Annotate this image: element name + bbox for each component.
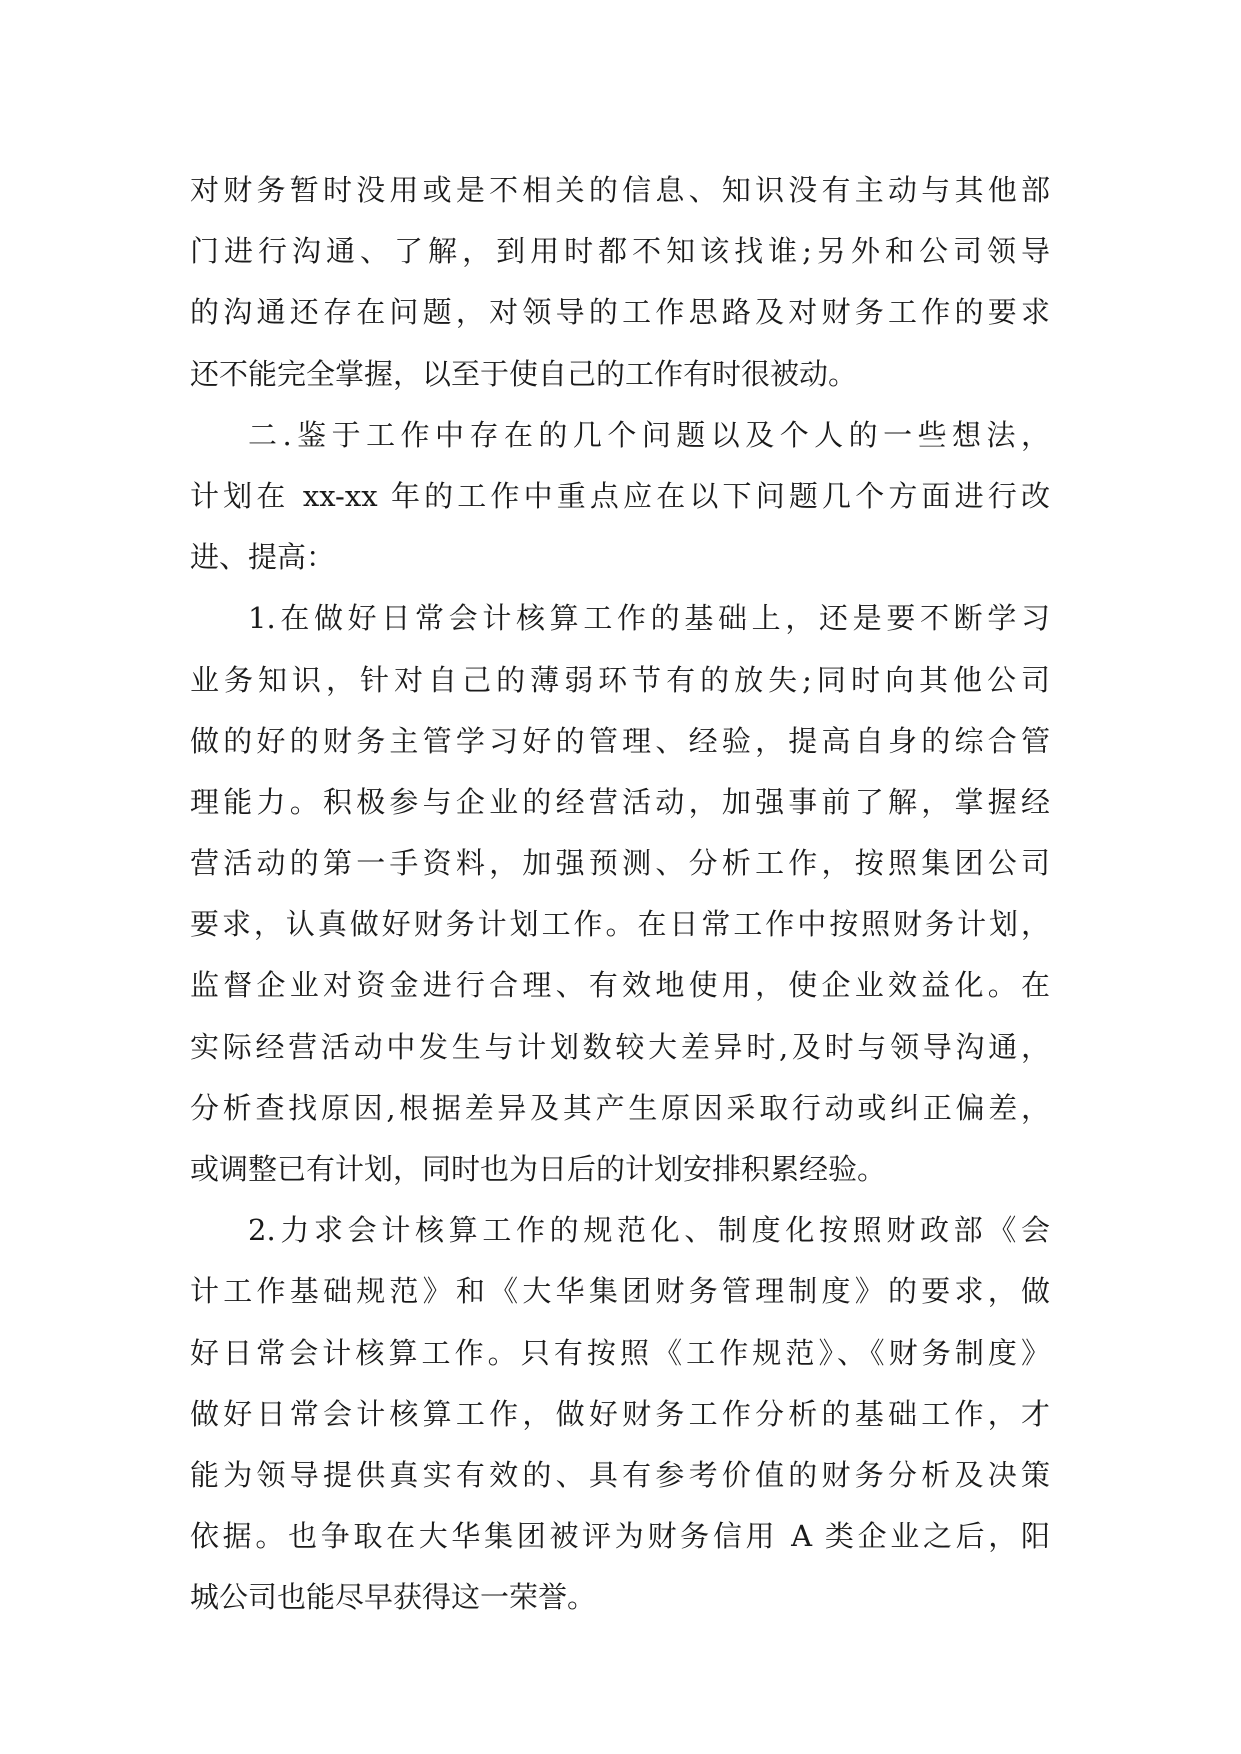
text-line: 分析查找原因,根据差异及其产生原因采取行动或纠正偏差， (190, 1090, 1050, 1125)
text-line: 计工作基础规范》和《大华集团财务管理制度》的要求，做 (190, 1274, 1050, 1309)
text-line: 要求，认真做好财务计划工作。在日常工作中按照财务计划， (190, 907, 1050, 942)
text-line: 的沟通还存在问题，对领导的工作思路及对财务工作的要求 (190, 295, 1050, 330)
text-line: 实际经营活动中发生与计划数较大差异时,及时与领导沟通， (190, 1029, 1050, 1064)
text-line: 理能力。积极参与企业的经营活动，加强事前了解，掌握经 (190, 784, 1050, 819)
text-line: 门进行沟通、了解，到用时都不知该找谁;另外和公司领导 (190, 234, 1050, 269)
text-line: 监督企业对资金进行合理、有效地使用，使企业效益化。在 (190, 968, 1050, 1003)
text-line: 还不能完全掌握，以至于使自己的工作有时很被动。 (190, 356, 858, 391)
text-line: 营活动的第一手资料，加强预测、分析工作，按照集团公司 (190, 846, 1050, 881)
text-line: 2.力求会计核算工作的规范化、制度化按照财政部《会 (248, 1213, 1050, 1248)
text-line: 或调整已有计划，同时也为日后的计划安排积累经验。 (190, 1152, 887, 1186)
text-line: 业务知识，针对自己的薄弱环节有的放失;同时向其他公司 (190, 662, 1050, 697)
text-line: 进、提高： (190, 540, 336, 575)
text-line: 城公司也能尽早获得这一荣誉。 (190, 1580, 597, 1615)
text-line: 计划在 xx-xx 年的工作中重点应在以下问题几个方面进行改 (190, 478, 1050, 513)
text-line: 做的好的财务主管学习好的管理、经验，提高自身的综合管 (190, 723, 1050, 758)
document-body (190, 160, 1050, 1629)
text-line: 对财务暂时没用或是不相关的信息、知识没有主动与其他部 (190, 173, 1050, 207)
text-line: 1.在做好日常会计核算工作的基础上，还是要不断学习 (248, 601, 1050, 636)
text-line: 二.鉴于工作中存在的几个问题以及个人的一些想法， (248, 417, 1050, 452)
text-line: 依据。也争取在大华集团被评为财务信用 A 类企业之后，阳 (190, 1519, 1050, 1554)
text-line: 做好日常会计核算工作，做好财务工作分析的基础工作，才 (190, 1396, 1050, 1431)
text-line: 好日常会计核算工作。只有按照《工作规范》、《财务制度》 (190, 1335, 1050, 1370)
text-line: 能为领导提供真实有效的、具有参考价值的财务分析及决策 (190, 1457, 1050, 1492)
